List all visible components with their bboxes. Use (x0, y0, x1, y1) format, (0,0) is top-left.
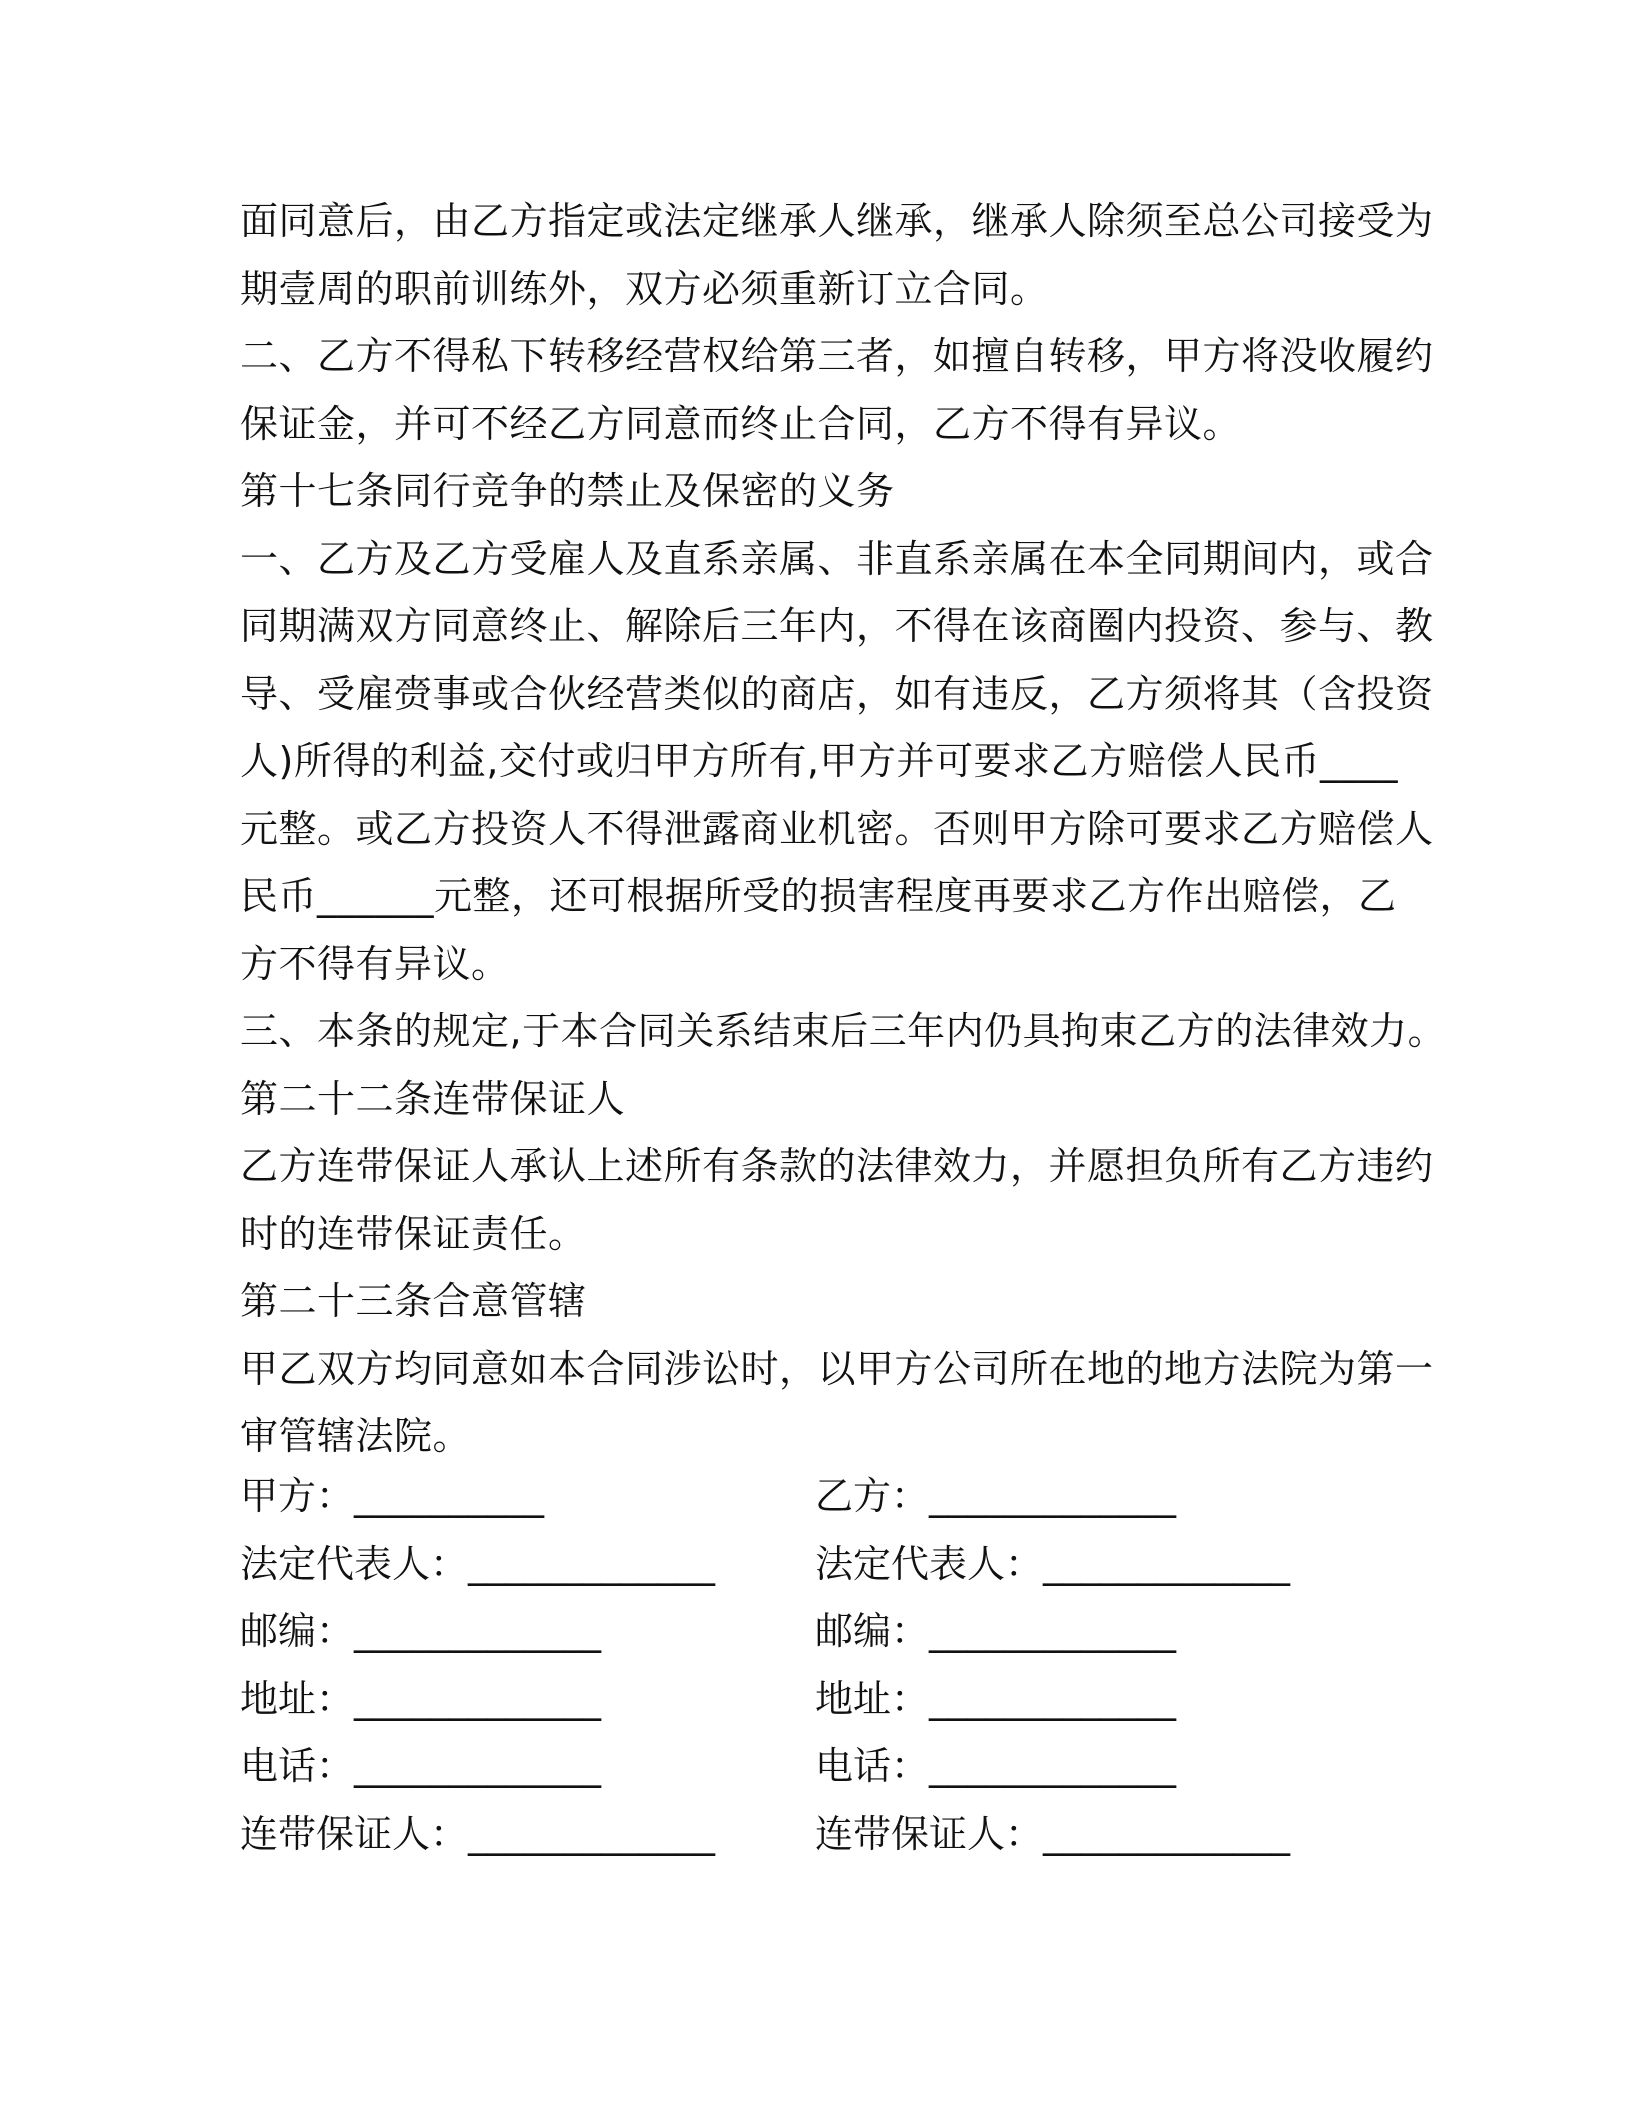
party-b-cell (815, 1801, 1390, 1869)
signature-row-address (240, 1666, 1390, 1734)
text-line: 一、乙方及乙方受雇人及直系亲属、非直系亲属在本全同期间内，或合 (240, 536, 1434, 581)
text-line: 三、本条的规定,于本合同关系结束后三年内仍具拘束乙方的法律效力。 (240, 1009, 1447, 1053)
signature-row-party (240, 1463, 1390, 1531)
guarantor-label: 连带保证人： (240, 1811, 469, 1856)
text-line: 元整。或乙方投资人不得泄露商业机密。否则甲方除可要求乙方赔偿人 (240, 806, 1434, 851)
party-b-cell (815, 1666, 1390, 1734)
text-line: 人)所得的利益,交付或归甲方所有,甲方并可要求乙方赔偿人民币____ (240, 739, 1398, 783)
guarantor-blank: _____________ (1043, 1811, 1291, 1856)
address-label: 地址： (240, 1676, 355, 1721)
section-heading: 第二十二条连带保证人 (240, 1076, 626, 1121)
signature-row-postcode (240, 1598, 1390, 1666)
postcode-blank: _____________ (354, 1609, 602, 1653)
guarantor-label: 连带保证人： (815, 1811, 1044, 1856)
representative-blank: _____________ (468, 1541, 716, 1586)
phone-label: 电话： (815, 1744, 930, 1788)
party-b-cell (815, 1598, 1390, 1666)
address-label: 地址： (815, 1676, 930, 1721)
text-line: 导、受雇赍事或合伙经营类似的商店，如有违反，乙方须将其（含投资 (240, 671, 1434, 716)
party-a-blank: __________ (354, 1474, 545, 1518)
text-line: 保证金，并可不经乙方同意而终止合同，乙方不得有异议。 (240, 401, 1242, 446)
text-line: 面同意后，由乙方指定或法定继承人继承，继承人除须至总公司接受为 (240, 199, 1434, 243)
representative-label: 法定代表人： (240, 1541, 469, 1586)
phone-label: 电话： (240, 1744, 355, 1788)
text-line: 同期满双方同意终止、解除后三年内，不得在该商圈内投资、参与、教 (240, 604, 1434, 648)
text-line: 方不得有异议。 (240, 941, 510, 986)
text-line: 民币______元整，还可根据所受的损害程度再要求乙方作出赔偿，乙 (240, 874, 1397, 918)
party-b-cell (815, 1733, 1390, 1801)
party-b-blank: _____________ (929, 1474, 1177, 1518)
representative-label: 法定代表人： (815, 1541, 1044, 1586)
section-heading: 第十七条同行竞争的禁止及保密的义务 (240, 469, 895, 513)
guarantor-blank: _____________ (468, 1811, 716, 1856)
party-a-cell (240, 1666, 815, 1734)
signature-row-guarantor (240, 1801, 1390, 1869)
party-a-cell (240, 1598, 815, 1666)
phone-blank: _____________ (929, 1744, 1177, 1788)
party-a-cell (240, 1733, 815, 1801)
text-line: 甲乙双方均同意如本合同涉讼时，以甲方公司所在地的地方法院为第一 (240, 1346, 1434, 1391)
party-a-cell (240, 1463, 815, 1531)
party-b-cell (815, 1463, 1390, 1531)
address-blank: _____________ (929, 1676, 1177, 1721)
signature-block (240, 1463, 1390, 1868)
postcode-label: 邮编： (815, 1609, 930, 1653)
address-blank: _____________ (354, 1676, 602, 1721)
document-body (240, 188, 1447, 1471)
party-b-label: 乙方： (815, 1474, 930, 1518)
postcode-label: 邮编： (240, 1609, 355, 1653)
text-line: 乙方连带保证人承认上述所有条款的法律效力，并愿担负所有乙方违约 (240, 1144, 1434, 1188)
phone-blank: _____________ (354, 1744, 602, 1788)
text-line: 期壹周的职前训练外，双方必须重新订立合同。 (240, 266, 1049, 311)
party-a-cell (240, 1531, 815, 1599)
signature-row-representative (240, 1531, 1390, 1599)
section-heading: 第二十三条合意管辖 (240, 1279, 587, 1323)
signature-row-phone (240, 1733, 1390, 1801)
text-line: 时的连带保证责任。 (240, 1211, 587, 1256)
text-line: 二、乙方不得私下转移经营权给第三者，如擅自转移，甲方将没收履约 (240, 334, 1434, 378)
party-a-label: 甲方： (240, 1474, 355, 1518)
text-line: 审管辖法院。 (240, 1414, 472, 1458)
representative-blank: _____________ (1043, 1541, 1291, 1586)
party-a-cell (240, 1801, 815, 1869)
postcode-blank: _____________ (929, 1609, 1177, 1653)
party-b-cell (815, 1531, 1390, 1599)
